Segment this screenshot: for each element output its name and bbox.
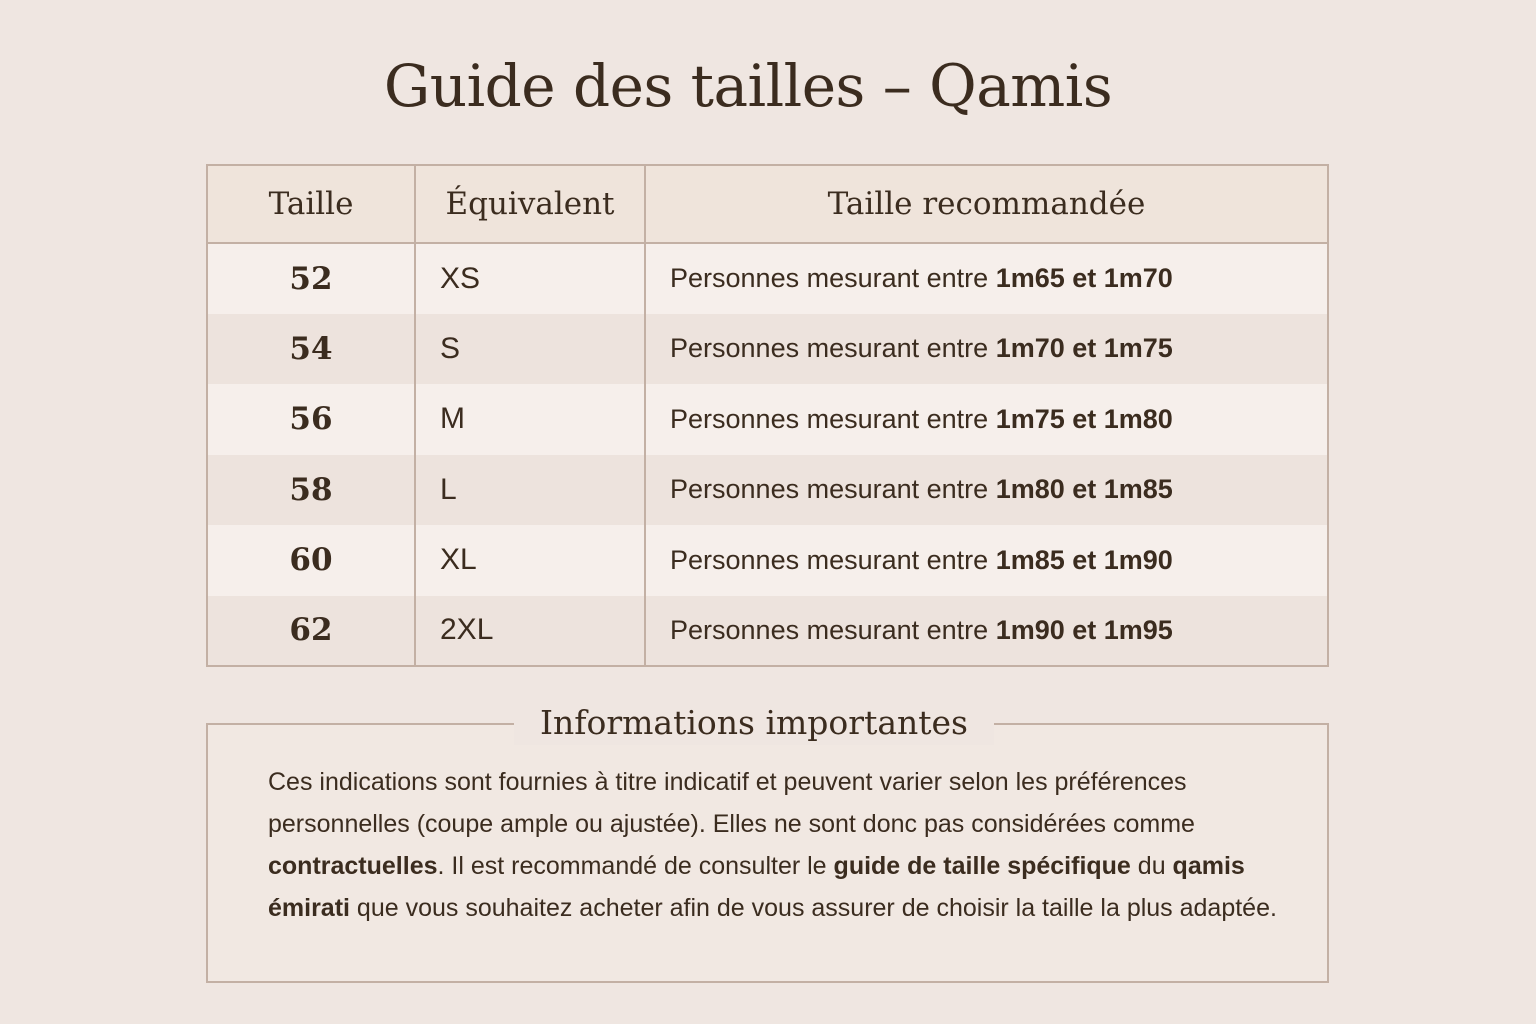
recommandation-text: Personnes mesurant entre xyxy=(670,474,996,505)
cell-equivalent: M xyxy=(415,384,645,455)
header-taille: Taille xyxy=(207,165,415,243)
info-text-part: . Il est recommandé de consulter le xyxy=(437,852,834,880)
recommandation-range: 1m65 et 1m70 xyxy=(995,263,1173,294)
info-box xyxy=(206,703,1329,983)
table-row xyxy=(207,596,1328,667)
info-text-part: que vous souhaitez acheter afin de vous assurer de choisir la taille la plus adaptée. xyxy=(349,894,1277,922)
info-text-part: Ces indications sont fournies à titre indicatif et peuvent varier selon les préférences personnelles (coupe ample ou ajustée). Elles ne sont donc pas considérées comme xyxy=(268,768,1195,838)
cell-taille: 56 xyxy=(289,401,333,438)
table-row xyxy=(207,243,1328,314)
page-title: Guide des tailles – Qamis xyxy=(383,52,1113,120)
table-row xyxy=(207,384,1328,455)
table-row xyxy=(207,455,1328,526)
table-header-row xyxy=(207,165,1328,243)
cell-equivalent: L xyxy=(415,455,645,526)
info-bold-qamis: qamis émirati xyxy=(268,852,1245,922)
cell-equivalent: 2XL xyxy=(415,596,645,667)
cell-recommandation xyxy=(645,384,1328,455)
recommandation-text: Personnes mesurant entre xyxy=(670,263,996,294)
recommandation-range: 1m90 et 1m95 xyxy=(995,614,1173,645)
recommandation-text: Personnes mesurant entre xyxy=(670,544,996,575)
recommandation-range: 1m80 et 1m85 xyxy=(995,474,1173,505)
cell-taille: 60 xyxy=(289,542,333,579)
info-bold-guide: guide de taille spécifique xyxy=(833,852,1131,880)
cell-recommandation xyxy=(645,455,1328,526)
cell-equivalent: XS xyxy=(415,243,645,314)
recommandation-text: Personnes mesurant entre xyxy=(670,333,996,364)
cell-equivalent: XL xyxy=(415,525,645,596)
cell-recommandation xyxy=(645,596,1328,667)
info-text-part: du xyxy=(1130,852,1173,880)
cell-taille: 62 xyxy=(289,612,333,649)
cell-recommandation xyxy=(645,525,1328,596)
header-taille-recommandee: Taille recommandée xyxy=(645,165,1328,243)
cell-taille: 52 xyxy=(289,260,333,297)
info-bold-contractuelles: contractuelles xyxy=(268,852,438,880)
recommandation-range: 1m85 et 1m90 xyxy=(995,544,1173,575)
cell-recommandation xyxy=(645,314,1328,385)
table-row xyxy=(207,525,1328,596)
cell-taille: 58 xyxy=(289,471,333,508)
header-equivalent: Équivalent xyxy=(415,165,645,243)
recommandation-range: 1m70 et 1m75 xyxy=(995,333,1173,364)
recommandation-text: Personnes mesurant entre xyxy=(670,403,996,434)
info-title: Informations importantes xyxy=(514,701,994,745)
info-paragraph xyxy=(268,761,1318,929)
recommandation-range: 1m75 et 1m80 xyxy=(995,403,1173,434)
size-table xyxy=(206,164,1329,667)
cell-taille: 54 xyxy=(289,330,333,367)
recommandation-text: Personnes mesurant entre xyxy=(670,614,996,645)
table-row xyxy=(207,314,1328,385)
cell-equivalent: S xyxy=(415,314,645,385)
cell-recommandation xyxy=(645,243,1328,314)
